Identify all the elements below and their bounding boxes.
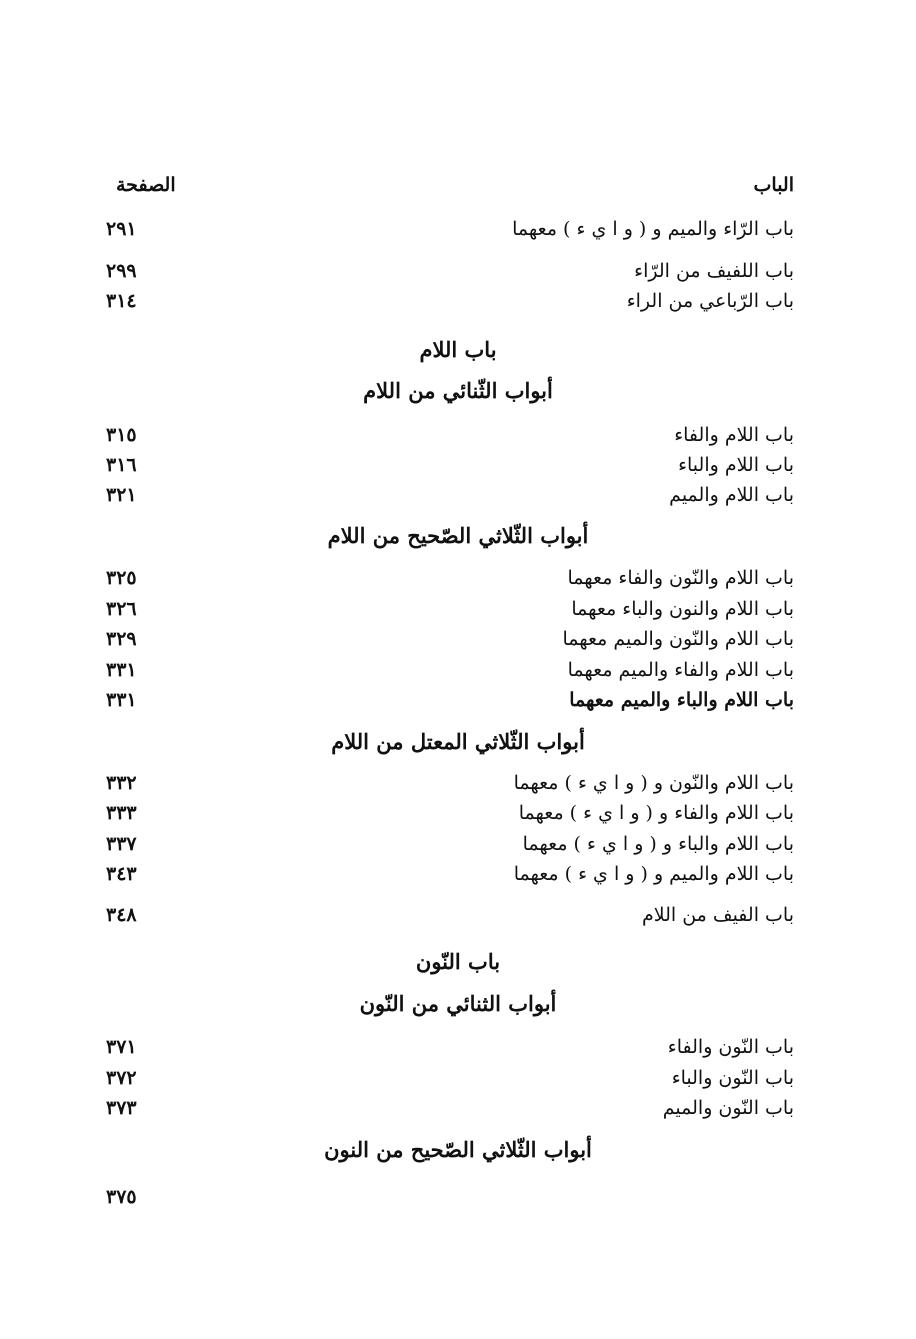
toc-row — [0, 448, 916, 482]
toc-entry-page: ٣٣٢ — [106, 772, 137, 794]
toc-entry-page: ٣٣١ — [106, 689, 137, 711]
toc-row — [0, 418, 916, 452]
toc-entry-title: باب الفيف من اللام — [642, 904, 794, 926]
toc-row — [0, 1030, 916, 1064]
toc-entry-title: باب الرّاء والميم و ( و ا ي ء ) معهما — [512, 218, 794, 240]
toc-entry-page: ٣٢٦ — [106, 598, 137, 620]
toc-entry-page: ٣٤٣ — [106, 863, 137, 885]
toc-entry-title: باب اللام والنون والباء معهما — [571, 598, 794, 620]
toc-row — [0, 796, 916, 830]
toc-row — [0, 827, 916, 861]
toc-entry-title: باب اللام والباء — [678, 454, 794, 476]
toc-entry-title: باب اللفيف من الرّاء — [634, 260, 794, 282]
toc-entry-page: ٣٧٣ — [106, 1097, 137, 1119]
toc-entry-title: باب اللام والميم — [669, 484, 794, 506]
toc-entry-title: باب النّون والباء — [671, 1067, 794, 1089]
toc-entry-title: باب اللام والفاء و ( و ا ي ء ) معهما — [518, 802, 794, 824]
toc-entry-page: ٣٢١ — [106, 484, 137, 506]
toc-row — [0, 857, 916, 891]
toc-row — [0, 284, 916, 318]
toc-entry-page: ٣٢٥ — [106, 567, 137, 589]
toc-entry-page: ٣١٦ — [106, 454, 137, 476]
toc-row — [0, 1180, 916, 1214]
toc-entry-page: ٣٧١ — [106, 1036, 137, 1058]
section-heading: أبواب الثّلاثي المعتل من اللام — [331, 729, 585, 754]
toc-entry-page: ٣٧٥ — [106, 1186, 137, 1208]
toc-entry-page: ٣٧٢ — [106, 1067, 137, 1089]
toc-row — [0, 478, 916, 512]
section-heading: أبواب الثنائي من النّون — [359, 991, 557, 1016]
page-column-heading: الصفحة — [116, 174, 176, 196]
section-heading: أبواب الثّلاثي الصّحيح من النون — [324, 1137, 592, 1162]
toc-row — [0, 653, 916, 687]
toc-entry-page: ٣١٤ — [106, 290, 137, 312]
toc-entry-title: باب النّون والفاء — [667, 1036, 794, 1058]
toc-row — [0, 561, 916, 595]
toc-entry-title: باب الرّباعي من الراء — [626, 290, 794, 312]
section-heading: باب النّون — [415, 949, 501, 974]
toc-entry-title: باب اللام والنّون والميم معهما — [562, 628, 794, 650]
toc-header — [0, 168, 916, 202]
toc-row — [0, 898, 916, 932]
toc-entry-title: باب اللام والفاء — [674, 424, 794, 446]
toc-entry-page: ٣٣٧ — [106, 833, 137, 855]
section-heading: باب اللام — [419, 337, 497, 362]
toc-entry-page: ٣٢٩ — [106, 628, 137, 650]
toc-row — [0, 683, 916, 717]
toc-entry-page: ٣٤٨ — [106, 904, 137, 926]
section-heading: أبواب الثّنائي من اللام — [363, 378, 553, 403]
toc-row — [0, 1061, 916, 1095]
toc-entry-page: ٣١٥ — [106, 424, 137, 446]
toc-row — [0, 212, 916, 246]
toc-entry-page: ٣٣١ — [106, 659, 137, 681]
toc-entry-page: ٢٩٩ — [106, 260, 137, 282]
toc-entry-title: باب اللام والباء والميم معهما — [569, 689, 794, 711]
toc-entry-title: باب اللام والنّون والفاء معهما — [567, 567, 794, 589]
toc-row — [0, 766, 916, 800]
toc-row — [0, 622, 916, 656]
toc-row — [0, 592, 916, 626]
toc-entry-title: باب اللام والنّون و ( و ا ي ء ) معهما — [513, 772, 794, 794]
toc-row — [0, 1091, 916, 1125]
toc-entry-page: ٣٣٣ — [106, 802, 137, 824]
toc-entry-title: باب اللام والميم و ( و ا ي ء ) معهما — [513, 863, 794, 885]
toc-entry-title: باب اللام والفاء والميم معهما — [567, 659, 794, 681]
toc-row — [0, 254, 916, 288]
chapter-column-heading: الباب — [753, 174, 794, 196]
section-heading: أبواب الثّلاثي الصّحيح من اللام — [327, 523, 589, 548]
toc-entry-page: ٢٩١ — [106, 218, 137, 240]
toc-entry-title: باب اللام والباء و ( و ا ي ء ) معهما — [522, 833, 794, 855]
toc-entry-title: باب النّون والميم — [662, 1097, 794, 1119]
